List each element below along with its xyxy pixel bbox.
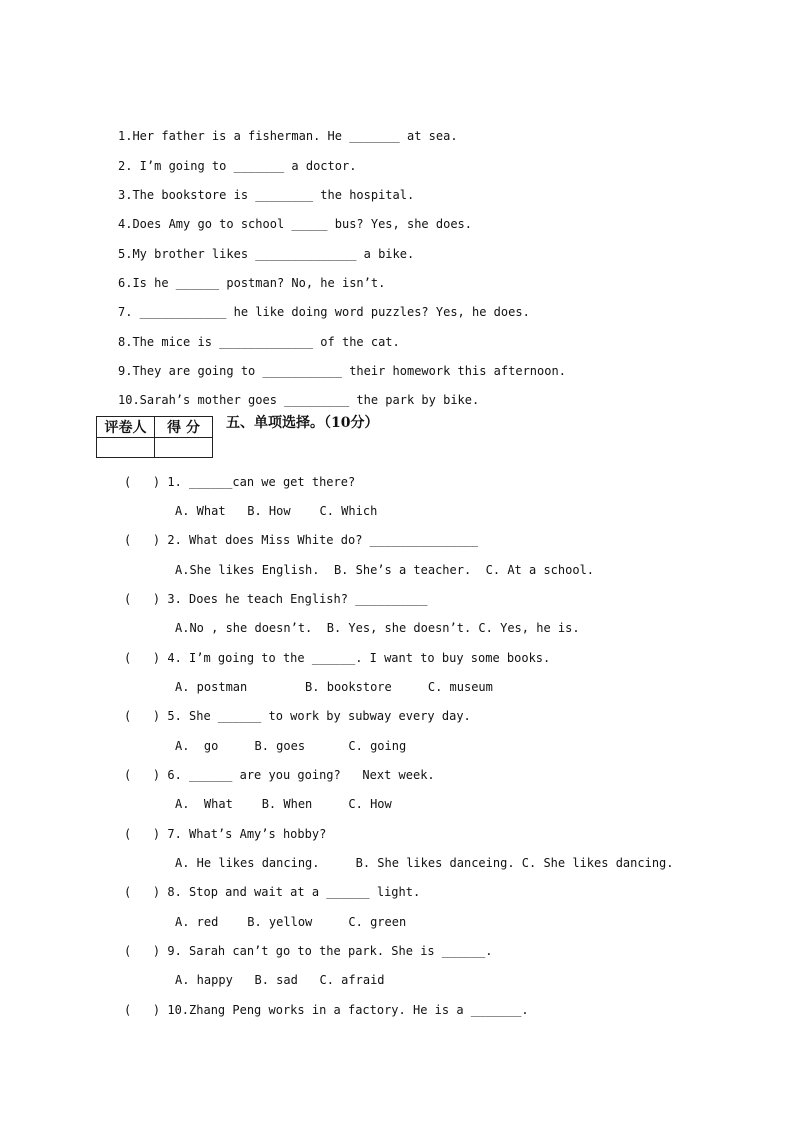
grader-cell[interactable] (97, 438, 155, 458)
mc-question-1-options: A. What B. How C. Which (175, 504, 378, 518)
mc-question-2-options: A.She likes English. B. She’s a teacher. C. At a school. (175, 563, 595, 577)
blank-question-3: 3.The bookstore is ________ the hospital. (118, 188, 415, 202)
mc-question-7-options: A. He likes dancing. B. She likes danceing. C. She likes dancing. (175, 856, 674, 870)
mc-question-9-stem: ( ) 9. Sarah can’t go to the park. She is ______. (124, 944, 493, 958)
blank-question-6: 6.Is he ______ postman? No, he isn’t. (118, 276, 386, 290)
mc-question-4-stem: ( ) 4. I’m going to the ______. I want to buy some books. (124, 651, 551, 665)
blank-question-2: 2. I’m going to _______ a doctor. (118, 159, 357, 173)
mc-question-8-options: A. red B. yellow C. green (175, 915, 407, 929)
mc-question-2-stem: ( ) 2. What does Miss White do? _______________ (124, 533, 479, 547)
score-cell[interactable] (155, 438, 213, 458)
mc-question-3-stem: ( ) 3. Does he teach English? __________ (124, 592, 428, 606)
blank-question-5: 5.My brother likes ______________ a bike. (118, 247, 415, 261)
mc-question-7-stem: ( ) 7. What’s Amy’s hobby? (124, 827, 327, 841)
mc-question-5-options: A. go B. goes C. going (175, 739, 407, 753)
mc-question-3-options: A.No , she doesn’t. B. Yes, she doesn’t. C. Yes, he is. (175, 621, 580, 635)
mc-question-1-stem: ( ) 1. ______can we get there? (124, 475, 356, 489)
grader-score-table (96, 416, 213, 458)
mc-question-5-stem: ( ) 5. She ______ to work by subway every day. (124, 709, 471, 723)
blank-question-1: 1.Her father is a fisherman. He _______ at sea. (118, 129, 458, 143)
mc-question-4-options: A. postman B. bookstore C. museum (175, 680, 493, 694)
blank-question-10: 10.Sarah’s mother goes _________ the park by bike. (118, 393, 480, 407)
mc-question-6-options: A. What B. When C. How (175, 797, 392, 811)
mc-question-10-stem: ( ) 10.Zhang Peng works in a factory. He is a _______. (124, 1003, 529, 1017)
blank-question-8: 8.The mice is _____________ of the cat. (118, 335, 400, 349)
blank-question-4: 4.Does Amy go to school _____ bus? Yes, she does. (118, 217, 473, 231)
mc-question-8-stem: ( ) 8. Stop and wait at a ______ light. (124, 885, 421, 899)
mc-question-6-stem: ( ) 6. ______ are you going? Next week. (124, 768, 435, 782)
blank-question-7: 7. ____________ he like doing word puzzles? Yes, he does. (118, 305, 530, 319)
blank-question-9: 9.They are going to ___________ their homework this afternoon. (118, 364, 566, 378)
section-title: 五、单项选择。（10分） (226, 415, 379, 431)
score-header: 得 分 (155, 417, 213, 438)
mc-question-9-options: A. happy B. sad C. afraid (175, 973, 385, 987)
grader-header: 评卷人 (97, 417, 155, 438)
